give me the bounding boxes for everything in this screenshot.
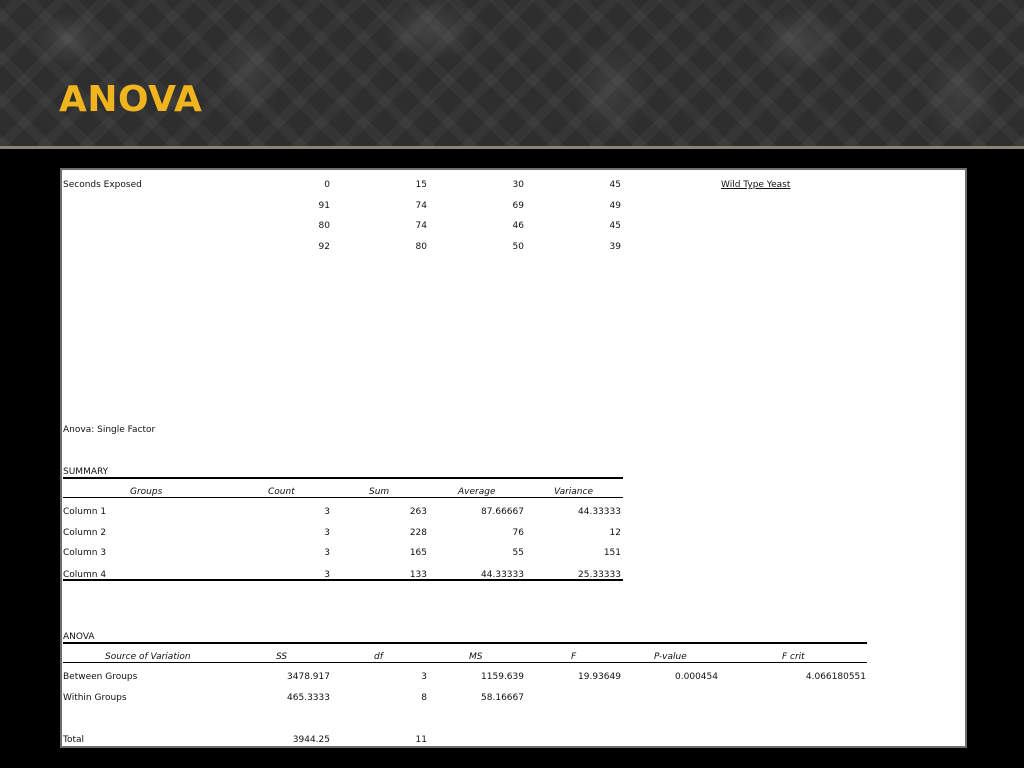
anova-cell: 3944.25 [292, 735, 330, 745]
data-cell: 92 [318, 242, 330, 252]
banner-divider [0, 146, 1024, 149]
summary-cell: 151 [603, 548, 621, 558]
summary-cell: 133 [409, 570, 427, 580]
spreadsheet-excerpt [60, 168, 967, 748]
summary-cell: 228 [409, 528, 427, 538]
anova-col-f: F [571, 652, 577, 662]
anova-col-ss: SS [276, 652, 288, 662]
summary-cell: 55 [512, 548, 524, 558]
data-cell: 74 [415, 221, 427, 231]
summary-cell: 87.66667 [481, 507, 524, 517]
data-cell: 46 [512, 221, 524, 231]
summary-cell: 12 [609, 528, 621, 538]
summary-cell: 25.33333 [578, 570, 621, 580]
title-banner [0, 0, 1024, 148]
anova-cell: 19.93649 [578, 672, 621, 682]
summary-group-label: Column 1 [63, 507, 107, 517]
anova-cell: 8 [421, 693, 427, 703]
summary-cell: 44.33333 [578, 507, 621, 517]
anova-source-label: Total [63, 735, 85, 745]
data-cell: 80 [415, 242, 427, 252]
anova-cell: 3478.917 [287, 672, 330, 682]
summary-cell: 3 [324, 548, 330, 558]
data-cell: 74 [415, 201, 427, 211]
summary-cell: 165 [409, 548, 427, 558]
analysis-title: Anova: Single Factor [63, 425, 156, 435]
summary-col-average: Average [458, 487, 496, 497]
anova-cell: 465.3333 [287, 693, 330, 703]
anova-cell: 0.000454 [675, 672, 718, 682]
summary-top-rule [63, 477, 623, 479]
summary-header-rule [63, 497, 623, 498]
anova-cell: 3 [421, 672, 427, 682]
data-cell: 91 [318, 201, 330, 211]
summary-col-sum: Sum [369, 487, 390, 497]
summary-cell: 76 [512, 528, 524, 538]
anova-col-p-value: P-value [654, 652, 687, 662]
anova-col-f-crit: F crit [782, 652, 805, 662]
anova-source-label: Within Groups [63, 693, 127, 703]
summary-bottom-rule [63, 579, 623, 581]
anova-col-source: Source of Variation [105, 652, 191, 662]
summary-cell: 3 [324, 528, 330, 538]
summary-group-label: Column 2 [63, 528, 107, 538]
summary-cell: 263 [409, 507, 427, 517]
summary-col-count: Count [268, 487, 295, 497]
anova-cell: 4.066180551 [805, 672, 866, 682]
header-cell: 0 [324, 180, 330, 190]
anova-col-df: df [374, 652, 383, 662]
summary-label: SUMMARY [63, 467, 109, 477]
header-cell: 30 [512, 180, 524, 190]
anova-header-rule [63, 662, 867, 663]
summary-cell: 44.33333 [481, 570, 524, 580]
data-cell: 80 [318, 221, 330, 231]
data-cell: 50 [512, 242, 524, 252]
anova-cell: 58.16667 [481, 693, 524, 703]
data-cell: 69 [512, 201, 524, 211]
row-label-seconds-exposed: Seconds Exposed [63, 180, 142, 190]
anova-cell: 1159.639 [481, 672, 524, 682]
summary-col-groups: Groups [130, 487, 163, 497]
anova-label: ANOVA [63, 632, 95, 642]
data-cell: 49 [609, 201, 621, 211]
summary-cell: 3 [324, 507, 330, 517]
summary-group-label: Column 3 [63, 548, 107, 558]
data-cell: 39 [609, 242, 621, 252]
header-cell: 15 [415, 180, 427, 190]
anova-top-rule [63, 642, 867, 644]
slide-title: ANOVA [59, 79, 203, 120]
header-cell: 45 [609, 180, 621, 190]
anova-col-ms: MS [469, 652, 483, 662]
summary-group-label: Column 4 [63, 570, 107, 580]
summary-cell: 3 [324, 570, 330, 580]
anova-cell: 11 [415, 735, 427, 745]
data-cell: 45 [609, 221, 621, 231]
anova-source-label: Between Groups [63, 672, 138, 682]
data-caption: Wild Type Yeast [721, 180, 791, 190]
summary-col-variance: Variance [554, 487, 594, 497]
